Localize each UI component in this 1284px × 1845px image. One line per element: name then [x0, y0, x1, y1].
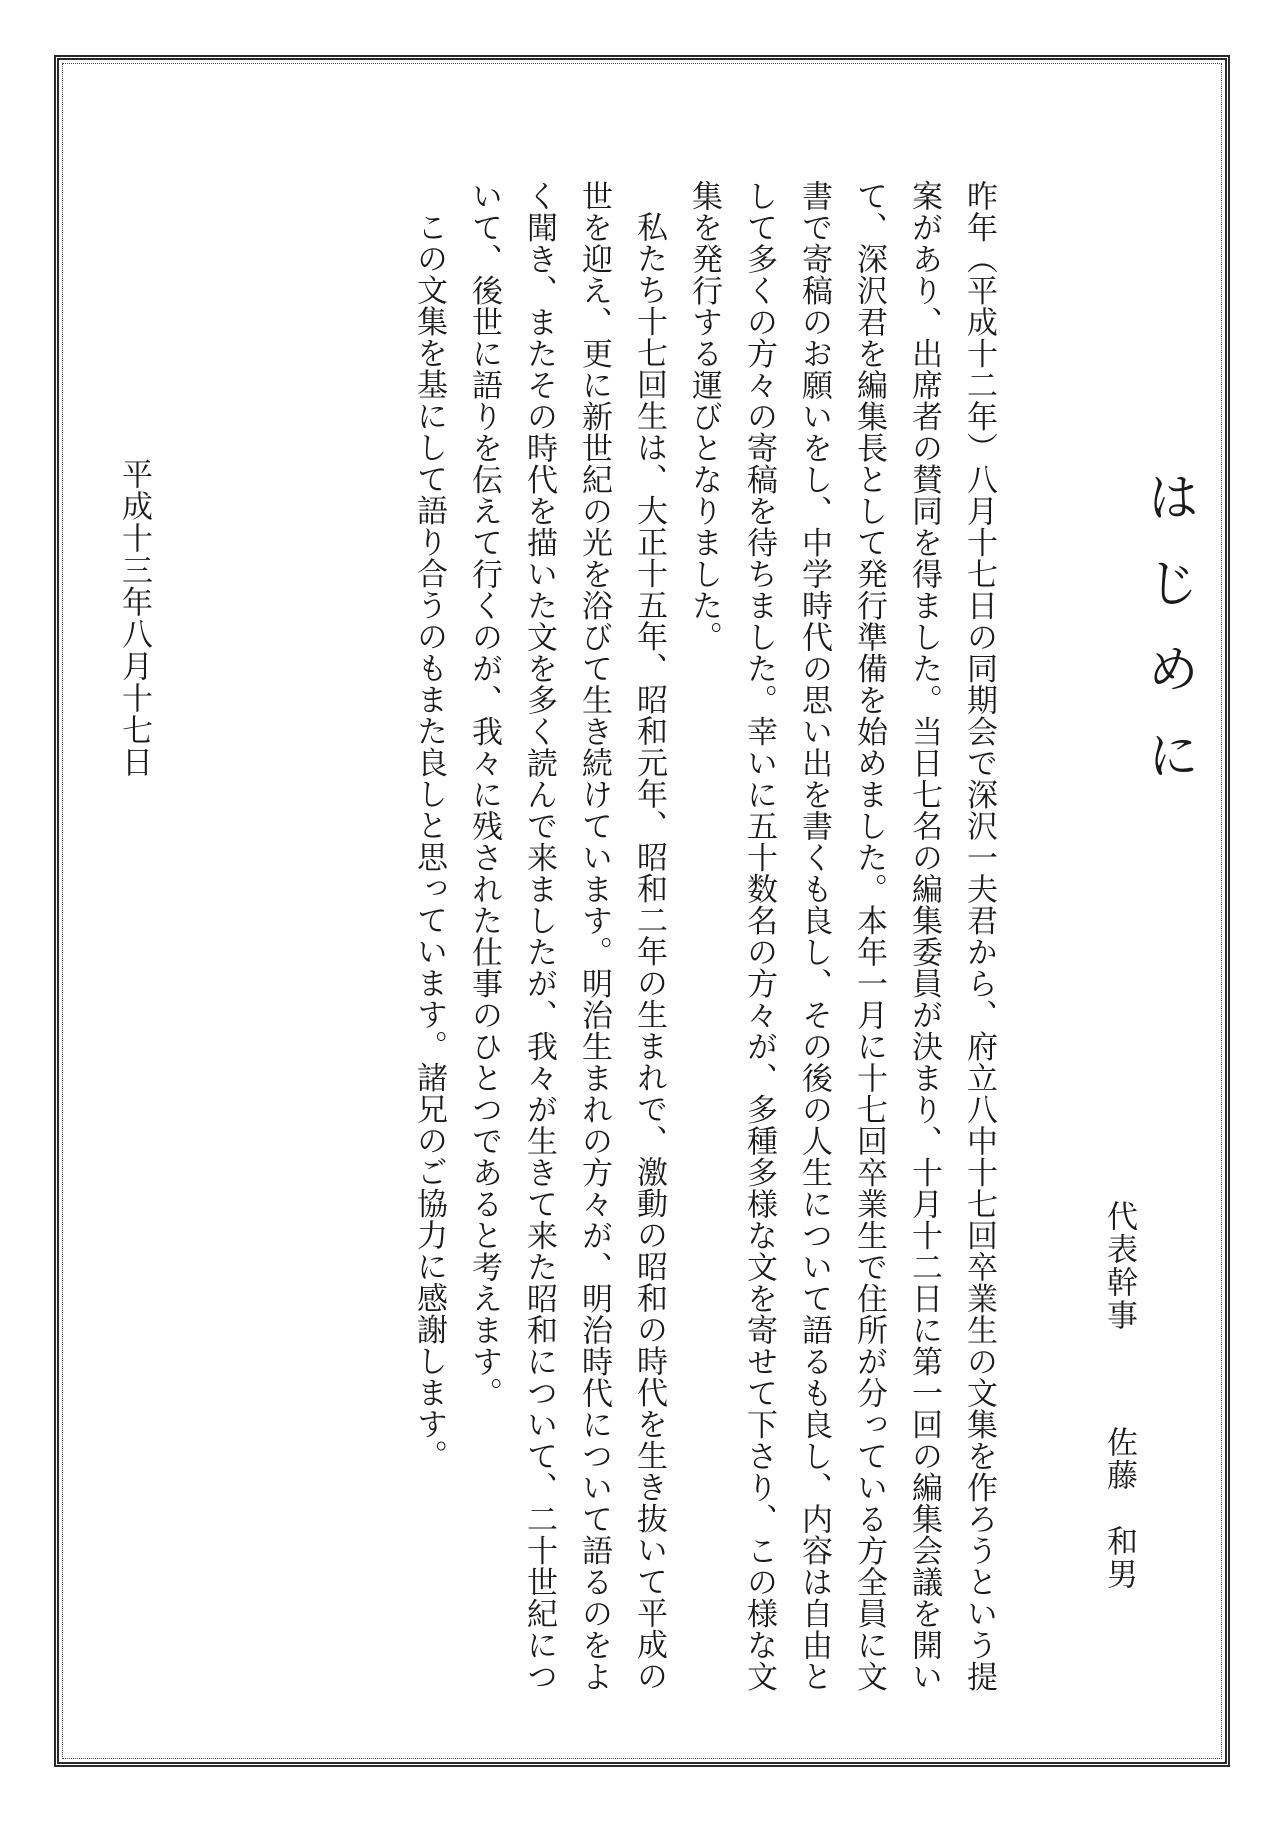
author-block — [1101, 1200, 1137, 1591]
date: 平成十三年八月十七日 — [116, 458, 152, 778]
body-text — [401, 180, 1006, 1720]
author-name: 佐藤 和男 — [1101, 1426, 1137, 1591]
page-title: はじめに — [1138, 470, 1198, 814]
paragraph-3: この文集を基にして語り合うのもまた良しと思っています。諸兄のご協力に感謝します。 — [411, 211, 447, 1471]
paragraph-2: 私たち十七回生は、大正十五年、昭和元年、昭和二年の生まれで、激動の昭和の時代を生き抜いて平成の世を迎え、更に新世紀の光を浴びて生き続けています。明治生まれの方々が、明治時代について語るのをよく聞き、またその時代を描いた文を多く読んで来ましたが、我々が生きて来た昭和について、二十世紀について、後世に語りを伝えて行くのが、我々に残された仕事のひとつであると考えます。 — [466, 180, 667, 1692]
paragraph-1: 昨年（平成十二年）八月十七日の同期会で深沢一夫君から、府立八中十七回卒業生の文集を作ろうという提案があり、出席者の賛同を得ました。当日七名の編集委員が決まり、十月十二日に第一回の編集会議を開いて、深沢君を編集長として発行準備を始めました。本年一月に十七回卒業生で住所が分っている方全員に文書で寄稿のお願いをし、中学時代の思い出を書くも良し、その後の人生について語るも良し、内容は自由として多くの方々の寄稿を待ちました。幸いに五十数名の方々が、多種多様な文を寄せて下さり、この様な文集を発行する運びとなりました。 — [686, 180, 997, 1692]
author-role: 代表幹事 — [1101, 1200, 1137, 1332]
